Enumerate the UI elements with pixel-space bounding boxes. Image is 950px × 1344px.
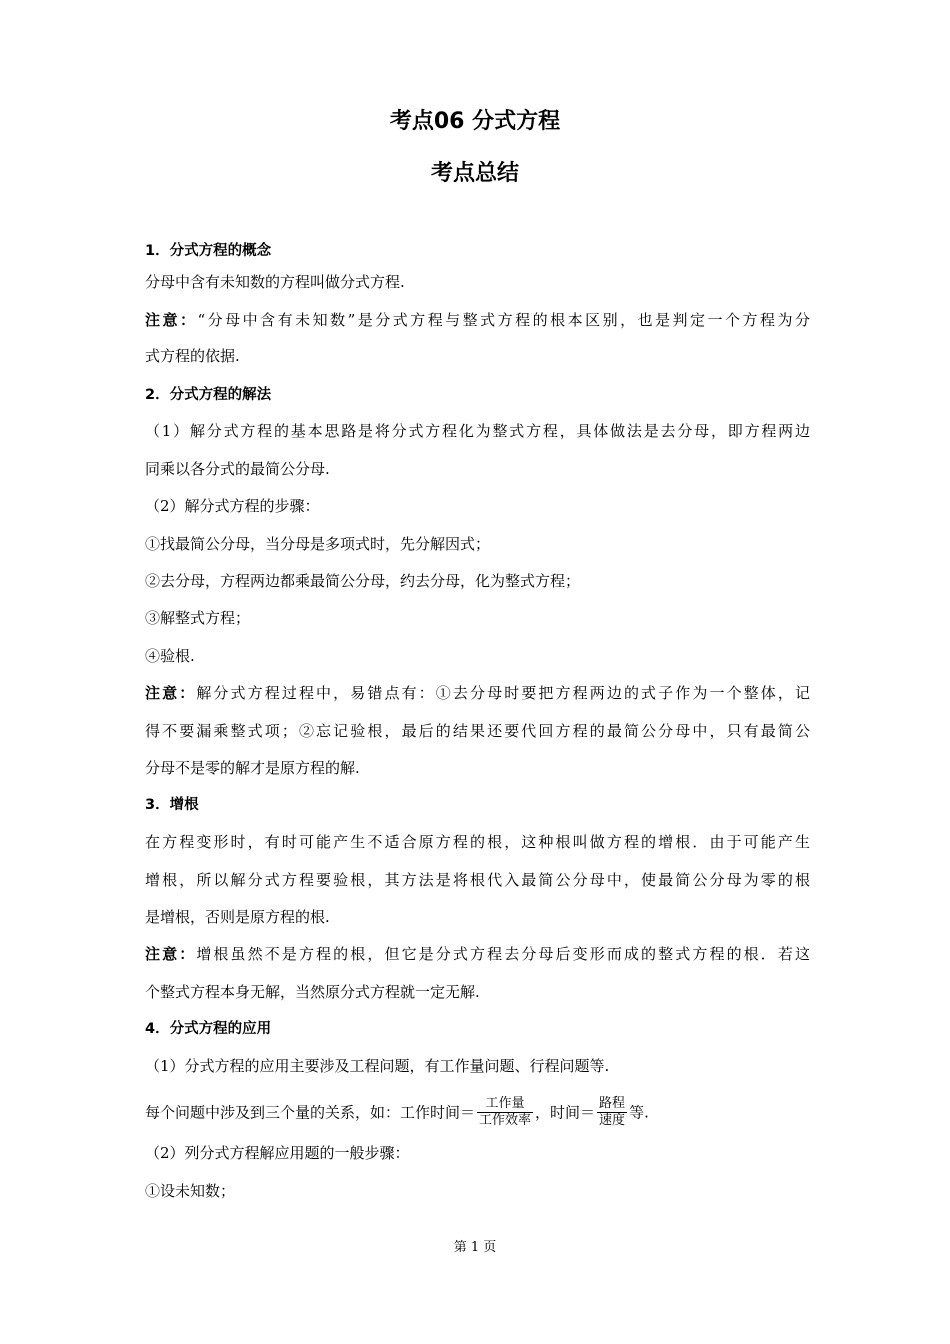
fraction-denominator: 工作效率 xyxy=(479,1113,532,1128)
formula-suffix: 等. xyxy=(629,1103,649,1122)
section-heading-2: 2．分式方程的解法 xyxy=(145,387,272,403)
fraction-work-time xyxy=(477,1096,533,1129)
paragraph-text: 在方程变形时，有时可能产生不适合原方程的根，这种根叫做方程的增根．由于可能产生 xyxy=(145,833,810,851)
step-item: ③解整式方程； xyxy=(145,609,251,627)
step-item: ②去分母，方程两边都乘最简公分母，约去分母，化为整式方程； xyxy=(145,572,581,590)
formula-line xyxy=(145,1097,810,1130)
note-text: 解分式方程过程中，易错点有：①去分母时要把方程两边的式子作为一个整体，记 xyxy=(196,684,810,702)
paragraph-text: （2）解分式方程的步骤： xyxy=(145,497,320,515)
definition-text: 分母中含有未知数的方程叫做分式方程. xyxy=(145,273,405,291)
note-text: 增根虽然不是方程的根，但它是分式方程去分母后变形而成的整式方程的根．若这 xyxy=(196,945,810,963)
paragraph-text: （1）解分式方程的基本思路是将分式方程化为整式方程，具体做法是去分母，即方程两边 xyxy=(145,422,810,440)
section-heading-1: 1．分式方程的概念 xyxy=(145,243,272,259)
step-item: ①找最简公分母，当分母是多项式时，先分解因式； xyxy=(145,535,491,553)
note-text-continued: 式方程的依据. xyxy=(145,347,240,365)
paragraph-text-continued: 是增根，否则是原方程的根. xyxy=(145,908,330,926)
section-heading-4: 4．分式方程的应用 xyxy=(145,1021,272,1037)
page-number: 第 1 页 xyxy=(453,1240,497,1255)
note-paragraph xyxy=(145,943,810,965)
paragraph-text: （1）分式方程的应用主要涉及工程问题，有工作量问题、行程问题等. xyxy=(145,1057,610,1075)
page-subtitle: 考点总结 xyxy=(430,161,519,186)
step-item: ①设未知数； xyxy=(145,1182,236,1200)
note-text: “分母中含有未知数”是分式方程与整式方程的根本区别，也是判定一个方程为分 xyxy=(197,311,810,329)
note-text-continued: 分母不是零的解才是原方程的解. xyxy=(145,759,360,777)
note-text-continued: 得不要漏乘整式项；②忘记验根，最后的结果还要代回方程的最简公分母中，只有最简公 xyxy=(145,722,810,740)
page-title: 考点06 分式方程 xyxy=(389,109,561,134)
fraction-numerator: 路程 xyxy=(599,1096,626,1111)
note-label: 注意： xyxy=(145,684,197,702)
note-label: 注意： xyxy=(145,311,198,329)
note-text-continued: 个整式方程本身无解，当然原分式方程就一定无解. xyxy=(145,983,480,1001)
fraction-time xyxy=(597,1096,627,1129)
fraction-numerator: 工作量 xyxy=(477,1096,533,1113)
formula-middle: ，时间＝ xyxy=(535,1103,596,1122)
paragraph-text: （2）列分式方程解应用题的一般步骤： xyxy=(145,1144,410,1162)
note-label: 注意： xyxy=(145,945,197,963)
step-item: ④验根. xyxy=(145,647,195,665)
formula-prefix: 每个问题中涉及到三个量的关系，如：工作时间＝ xyxy=(145,1103,476,1122)
section-heading-3: 3．增根 xyxy=(145,797,199,813)
fraction-denominator: 速度 xyxy=(599,1113,626,1128)
paragraph-text-continued: 同乘以各分式的最简公分母. xyxy=(145,460,330,478)
paragraph-text-continued: 增根，所以解分式方程要验根，其方法是将根代入最简公分母中，使最简公分母为零的根 xyxy=(145,871,810,889)
note-paragraph xyxy=(145,682,810,704)
note-paragraph xyxy=(145,309,810,331)
